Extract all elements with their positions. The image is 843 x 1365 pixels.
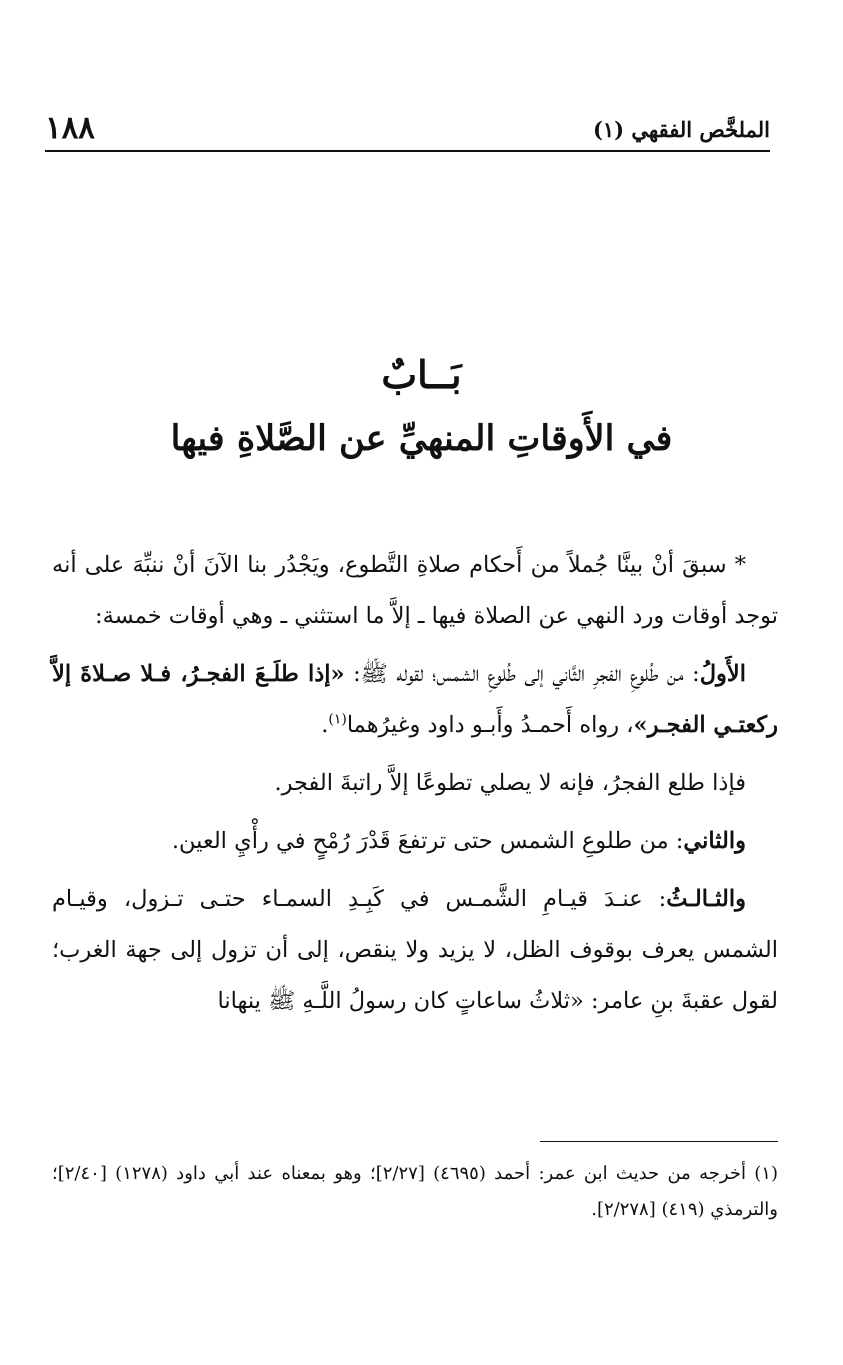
second-time-text: : من طلوعِ الشمس حتى ترتفعَ قَدْرَ رُمْحٍ في رأْيِ العين. <box>171 828 684 854</box>
first-time-label: الأَولُ <box>699 661 746 687</box>
running-header <box>45 100 770 152</box>
paragraph-second-time <box>52 816 778 867</box>
chapter-title: في الأَوقاتِ المنهيِّ عن الصَّلاةِ فيها <box>170 418 673 459</box>
footnote <box>52 1156 778 1228</box>
paragraph-first-time <box>52 649 778 751</box>
first-time-hadith: «إذا طلَـعَ الفجـرُ، فـلا صـلاةَ إلاَّ ركعتـي الفجـر» <box>52 661 778 738</box>
footnote-marker: (١) <box>754 1163 778 1184</box>
paragraph-intro: * سبقَ أنْ بينَّا جُملاً من أَحكام صلاةِ التَّطوع، ويَجْدُر بنا الآنَ أنْ ننبِّهَ على أنه توجد أوقات ورد النهي عن الصلاة فيها ـ إلاَّ ما استثني ـ وهي أوقات خمسة: <box>52 552 778 629</box>
book-title: الملخَّص الفقهي (١) <box>592 117 770 142</box>
chapter-label: بَــابٌ <box>381 352 462 397</box>
footnote-rule <box>540 1141 778 1142</box>
footnote-entry <box>52 1156 778 1228</box>
body-text <box>52 540 778 1034</box>
first-time-end: . <box>321 712 329 738</box>
footnote-reference[interactable]: (١) <box>328 711 347 728</box>
paragraph-fajr-note: فإذا طلع الفجرُ، فإنه لا يصلي تطوعًا إلاَّ راتبةَ الفجر. <box>274 770 746 796</box>
footnote-text: أخرجه من حديث ابن عمر: أحمد (٤٦٩٥) [٢/٢٧]؛ وهو بمعناه عند أبي داود (١٢٧٨) [٢/٤٠]؛ والترمذي (٤١٩) [٢/٢٧٨]. <box>52 1163 778 1220</box>
header-rule <box>45 150 770 152</box>
first-time-text: : من طُلوعِ الفجرِ الثَّاني إلى طُلوعِ الشمس؛ لقوله ﷺ: <box>344 661 700 687</box>
third-time-label: والثـالـثُ <box>666 886 746 912</box>
page-number: ١٨٨ <box>45 110 95 146</box>
second-time-label: والثاني <box>683 828 746 854</box>
first-time-narration: ، رواه أَحمـدُ وأَبـو داود وغيرُهما <box>346 712 634 738</box>
paragraph-third-time <box>52 874 778 1027</box>
third-time-text: : عنـدَ قيـامِ الشَّمـس في كَبِـدِ السمـاء حتـى تـزول، وقيـام الشمس يعرف بوقوف الظل، لا يزيد ولا ينقص، إلى أن تزول إلى جهة الغرب؛ لقول عقبةَ بنِ عامر: «ثلاثُ ساعاتٍ كان رسولُ اللَّـهِ ﷺ ينهانا <box>52 886 778 1014</box>
